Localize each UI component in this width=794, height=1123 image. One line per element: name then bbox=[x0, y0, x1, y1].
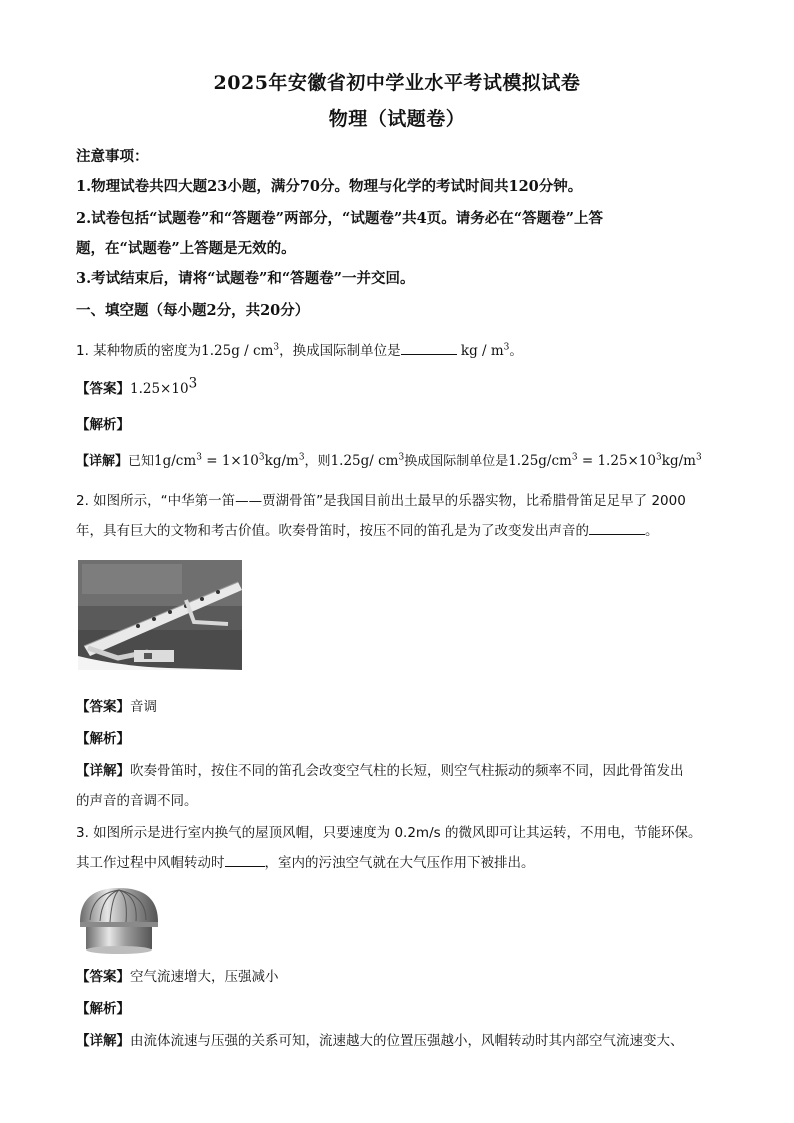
q3-answer bbox=[76, 966, 726, 988]
exam-title: 2025年安徽省初中学业水平考试模拟试卷 bbox=[213, 72, 581, 94]
q2-detail-label: 【详解】 bbox=[76, 763, 130, 779]
q3-answer-label: 【答案】 bbox=[76, 969, 130, 985]
notice-item-2a: 2.试卷包括“试题卷”和“答题卷”两部分，“试题卷”共4页。请务必在“答题卷”上答 bbox=[76, 210, 603, 227]
q1-stem-text-a: 1. 某种物质的密度为 bbox=[76, 343, 202, 359]
q2-stem-b bbox=[76, 520, 726, 542]
q1-analysis bbox=[76, 414, 726, 436]
q2-answer-text: 音调 bbox=[130, 699, 157, 715]
notice-item-3: 3.考试结束后，请将“试题卷”和“答题卷”一并交回。 bbox=[76, 270, 415, 287]
q1-density-exp: 3 bbox=[273, 342, 280, 353]
q1-density-value: 1.25g / cm bbox=[201, 343, 274, 359]
exam-subtitle: 物理（试题卷） bbox=[328, 108, 466, 130]
q3-detail-text-a: 由流体流速与压强的关系可知，流速越大的位置压强越小，风帽转动时其内部空气流速变大、 bbox=[130, 1033, 684, 1049]
q1-answer-blank[interactable] bbox=[401, 340, 457, 355]
q1-eq-1-exp-b: 3 bbox=[258, 452, 265, 463]
q2-stem-b-text: 年，具有巨大的文物和考古价值。吹奏骨笛时，按压不同的笛孔是为了改变发出声音的 bbox=[76, 523, 589, 539]
q1-stem bbox=[76, 340, 726, 362]
q3-analysis bbox=[76, 998, 726, 1020]
q1-detail-text-a: 已知 bbox=[128, 454, 155, 469]
q1-eq-1-exp-a: 3 bbox=[196, 452, 202, 463]
notice-heading: 注意事项： bbox=[76, 148, 149, 165]
q1-eq-1 bbox=[154, 453, 305, 469]
q3-stem-a: 3. 如图所示是进行室内换气的屋顶风帽，只要速度为 0.2m/s 的微风即可让其运转，不用电，节能环保。 bbox=[76, 825, 702, 841]
q1-eq-2-exp-c: 3 bbox=[695, 452, 702, 463]
q2-answer bbox=[76, 696, 726, 718]
section-heading: 一、填空题（每小题2分，共20分） bbox=[76, 302, 310, 319]
roof-ventilator-image bbox=[76, 884, 162, 956]
q1-eq-2-exp-b: 3 bbox=[656, 452, 662, 463]
q1-eq-2 bbox=[508, 453, 701, 469]
q1-density bbox=[201, 343, 279, 359]
q3-stem-b bbox=[76, 852, 726, 874]
q3-stem-c-text: ，室内的污浊空气就在大气压作用下被排出。 bbox=[264, 855, 535, 871]
q1-eq-1-exp-c: 3 bbox=[298, 452, 305, 463]
q1-detail-text-c: 换成国际制单位是 bbox=[404, 454, 509, 469]
q2-stem-a: 2. 如图所示，“中华第一笛——贾湖骨笛”是我国目前出土最早的乐器实物，比希腊骨笛足足早了 2000 bbox=[76, 493, 686, 509]
q3-answer-text: 空气流速增大，压强减小 bbox=[130, 969, 279, 985]
q1-answer bbox=[76, 375, 726, 400]
notice-item-2b: 题，在“试题卷”上答题是无效的。 bbox=[76, 240, 296, 257]
q3-detail-label: 【详解】 bbox=[76, 1033, 130, 1049]
q1-eq-1-rhs: = 1×10 bbox=[201, 453, 259, 469]
q3-detail-a bbox=[76, 1030, 726, 1052]
q1-detail-text-b: ，则 bbox=[304, 454, 331, 469]
q2-analysis bbox=[76, 728, 726, 750]
q2-answer-label: 【答案】 bbox=[76, 699, 130, 715]
q1-detail-value-exp: 3 bbox=[398, 452, 405, 463]
q1-stem-text-b: ，换成国际制单位是 bbox=[279, 343, 401, 359]
q2-detail-b: 的声音的音调不同。 bbox=[76, 793, 198, 809]
q1-detail-value bbox=[331, 453, 405, 469]
q3-analysis-label: 【解析】 bbox=[76, 1001, 130, 1017]
q1-eq-2-lhs: 1.25g/cm bbox=[508, 453, 572, 469]
q2-analysis-label: 【解析】 bbox=[76, 731, 130, 747]
q2-detail-a bbox=[76, 760, 726, 782]
bone-flute-illustration bbox=[78, 560, 242, 670]
q1-eq-2-rhs: = 1.25×10 bbox=[577, 453, 657, 469]
q1-answer-base: 1.25×10 bbox=[130, 381, 189, 397]
q1-analysis-label: 【解析】 bbox=[76, 417, 130, 433]
q1-eq-1-unit: kg/m bbox=[264, 453, 299, 469]
q1-unit bbox=[461, 343, 510, 359]
q1-stem-end: 。 bbox=[509, 343, 523, 359]
bone-flute-image bbox=[78, 560, 242, 670]
q1-detail bbox=[76, 450, 726, 473]
q2-answer-blank[interactable] bbox=[589, 520, 645, 535]
q3-answer-blank[interactable] bbox=[225, 852, 265, 867]
q2-stem-end: 。 bbox=[645, 523, 659, 539]
notice-item-1: 1.物理试卷共四大题23小题，满分70分。物理与化学的考试时间共120分钟。 bbox=[76, 178, 583, 195]
q1-eq-2-exp-a: 3 bbox=[571, 452, 578, 463]
q1-answer-label: 【答案】 bbox=[76, 381, 130, 397]
q2-detail-text-a: 吹奏骨笛时，按住不同的笛孔会改变空气柱的长短，则空气柱振动的频率不同，因此骨笛发出 bbox=[130, 763, 684, 779]
q1-detail-value-text: 1.25g/ cm bbox=[330, 453, 399, 469]
q3-stem-b-text: 其工作过程中风帽转动时 bbox=[76, 855, 225, 871]
q1-eq-2-unit: kg/m bbox=[661, 453, 696, 469]
q1-unit-exp: 3 bbox=[503, 342, 510, 353]
q1-eq-1-lhs: 1g/cm bbox=[154, 453, 197, 469]
q1-answer-exp: 3 bbox=[188, 375, 198, 392]
q1-unit-text: kg / m bbox=[460, 343, 504, 359]
roof-ventilator-illustration bbox=[76, 884, 162, 956]
q1-detail-label: 【详解】 bbox=[76, 454, 129, 469]
